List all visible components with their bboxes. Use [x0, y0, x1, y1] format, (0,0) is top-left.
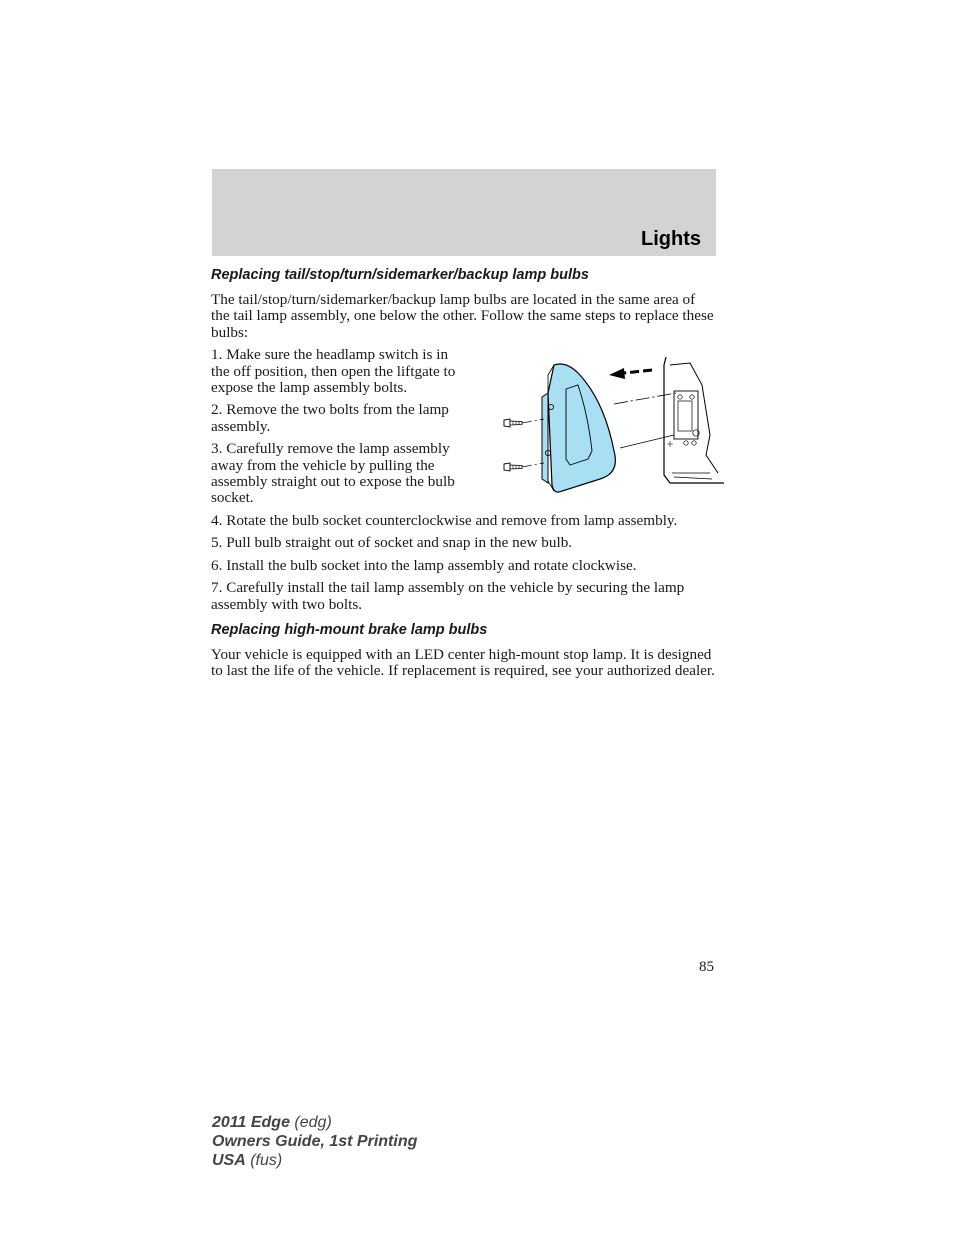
- footer-line-1: [212, 1113, 417, 1132]
- step-5: 5. Pull bulb straight out of socket and snap in the new bulb.: [211, 534, 573, 552]
- footer-line-3: [212, 1151, 417, 1170]
- tail-lamp-removal-illustration: [474, 355, 724, 505]
- steps-left-column: [211, 347, 469, 513]
- section-title: Lights: [641, 228, 701, 250]
- footer-printing: Owners Guide, 1st Printing: [212, 1133, 418, 1150]
- footer-model: 2011 Edge: [212, 1114, 290, 1131]
- footer-line-2: [212, 1132, 417, 1151]
- step-7: 7. Carefully install the tail lamp assembly on the vehicle by securing the lamp assembly with two bolts.: [211, 579, 685, 613]
- footer-market-code: (fus): [245, 1152, 283, 1169]
- step-6: 6. Install the bulb socket into the lamp assembly and rotate clockwise.: [211, 556, 637, 574]
- footer-model-code: (edg): [289, 1114, 332, 1131]
- step-1: 1. Make sure the headlamp switch is in the off position, then open the liftgate to expose the lamp assembly bolts.: [211, 346, 456, 397]
- page-content: [211, 266, 716, 686]
- footer-market: USA: [212, 1152, 246, 1169]
- document-footer: [212, 1113, 417, 1170]
- step-2: 2. Remove the two bolts from the lamp assembly.: [211, 401, 449, 435]
- page-number: 85: [699, 959, 714, 975]
- section-header-band: [212, 169, 716, 256]
- tail-lamp-intro: The tail/stop/turn/sidemarker/backup lamp bulbs are located in the same area of the tail lamp assembly, one below the other. Follow the same steps to replace these bulbs:: [211, 291, 714, 341]
- steps-with-figure: [211, 347, 716, 513]
- high-mount-lamp-heading: Replacing high-mount brake lamp bulbs: [211, 621, 488, 638]
- step-4: 4. Rotate the bulb socket counterclockwise and remove from lamp assembly.: [211, 511, 678, 529]
- high-mount-lamp-body: Your vehicle is equipped with an LED center high-mount stop lamp. It is designed to last the life of the vehicle. If replacement is required, see your authorized dealer.: [211, 645, 715, 680]
- tail-lamp-heading: Replacing tail/stop/turn/sidemarker/backup lamp bulbs: [211, 267, 589, 283]
- step-3: 3. Carefully remove the lamp assembly away from the vehicle by pulling the assembly straight out to expose the bulb socket.: [211, 440, 455, 507]
